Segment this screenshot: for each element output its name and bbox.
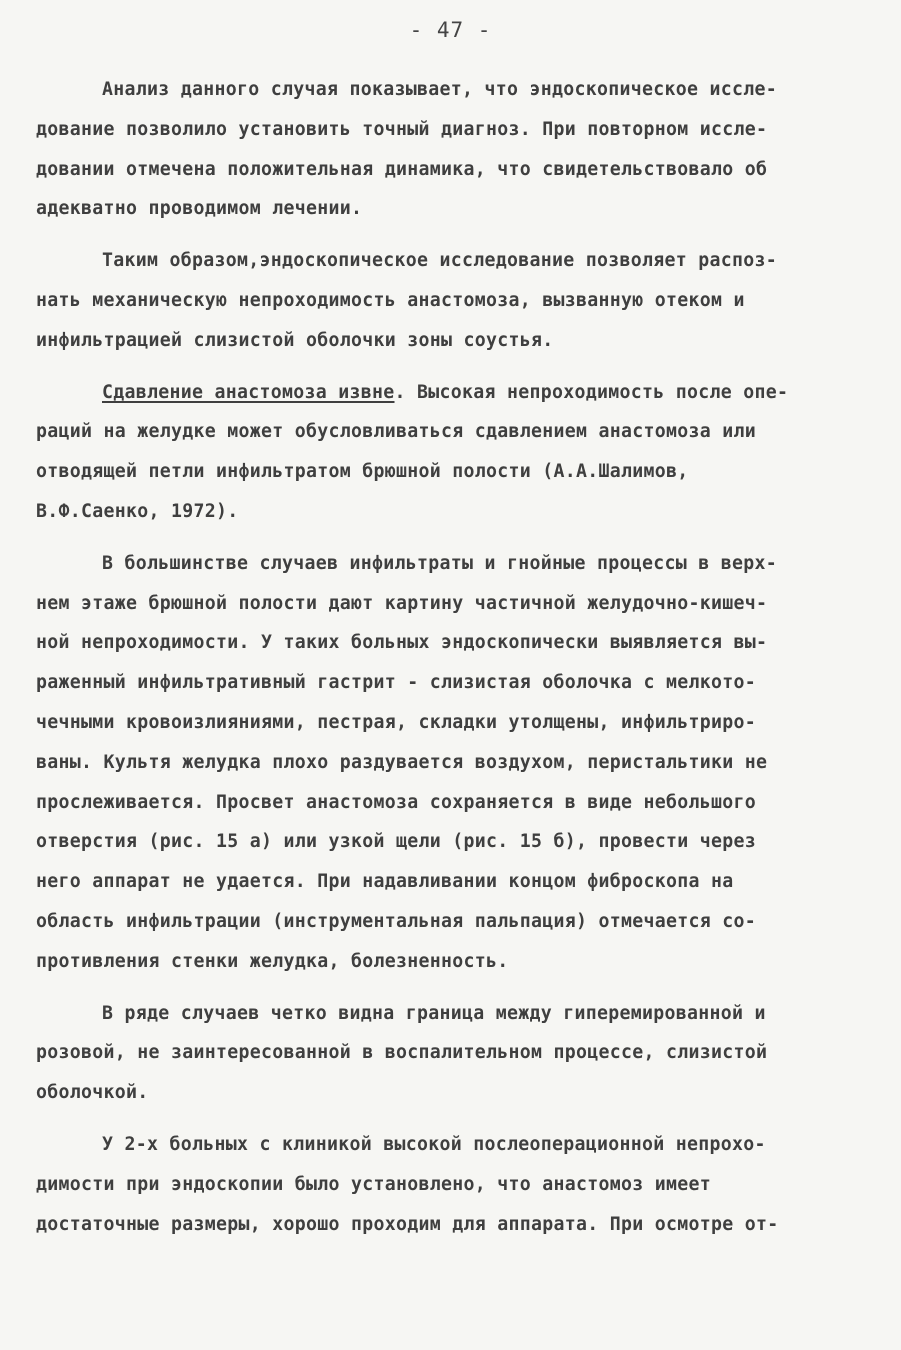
page-number: - 47 - [409,18,492,42]
text-line: дование позволило установить точный диагноз. При повторном иссле- [36,118,768,140]
text-line: ваны. Культя желудка плохо раздувается воздухом, перистальтики не [36,751,768,773]
text-line: адекватно проводимом лечении. [36,198,363,220]
text-line: достаточные размеры, хорошо проходим для аппарата. При осмотре от- [36,1213,779,1235]
body-text [36,70,876,1244]
text-line: раженный инфильтративный гастрит - слизистая оболочка с мелкото- [36,672,756,694]
text-line: У 2-х больных с клиникой высокой послеоперационной непрохо- [102,1133,766,1155]
text-line: В.Ф.Саенко, 1972). [36,500,239,522]
paragraph-6 [36,1125,876,1244]
paragraph-2 [36,241,876,360]
text-line: Анализ данного случая показывает, что эндоскопическое иссле- [102,79,777,100]
text-line: прослеживается. Просвет анастомоза сохраняется в виде небольшого [36,791,756,813]
section-heading: Сдавление анастомоза извне [102,381,395,403]
text-line: В большинстве случаев инфильтраты и гнойные процессы в верх- [102,552,777,574]
text-line: раций на желудке может обусловливаться сдавлением анастомоза или [36,421,756,443]
text-line: довании отмечена положительная динамика, что свидетельствовало об [36,158,768,180]
text-line: отверстия (рис. 15 а) или узкой щели (рис. 15 б), провести через [36,831,756,853]
text-line: инфильтрацией слизистой оболочки зоны соустья. [36,329,554,351]
text-line: В ряде случаев четко видна граница между гиперемированной и [102,1002,766,1024]
paragraph-1 [36,70,876,229]
text-line: розовой, не заинтересованной в воспалительном процессе, слизистой [36,1042,768,1064]
paragraph-3 [36,373,876,532]
text-line: отводящей петли инфильтратом брюшной полости (А.А.Шалимов, [36,461,689,483]
text-line: нать механическую непроходимость анастомоза, вызванную отеком и [36,289,745,311]
text-line: противления стенки желудка, болезненность. [36,950,509,972]
text-line: него аппарат не удается. При надавливании концом фиброскопа на [36,871,734,893]
text-fragment: . Высокая непроходимость после опе- [394,381,789,403]
paragraph-5 [36,994,876,1113]
text-line: Таким образом,эндоскопическое исследование позволяет распоз- [102,250,777,272]
text-line: область инфильтрации (инструментальная пальпация) отмечается со- [36,910,756,932]
text-line: оболочкой. [36,1082,149,1104]
paragraph-4 [36,544,876,982]
text-line-with-heading [36,373,876,413]
text-line: димости при эндоскопии было установлено, что анастомоз имеет [36,1173,711,1195]
text-line: чечными кровоизлияниями, пестрая, складки утолщены, инфильтриро- [36,711,756,733]
text-line: нем этаже брюшной полости дают картину частичной желудочно-кишеч- [36,592,768,614]
text-line: ной непроходимости. У таких больных эндоскопически выявляется вы- [36,632,768,654]
